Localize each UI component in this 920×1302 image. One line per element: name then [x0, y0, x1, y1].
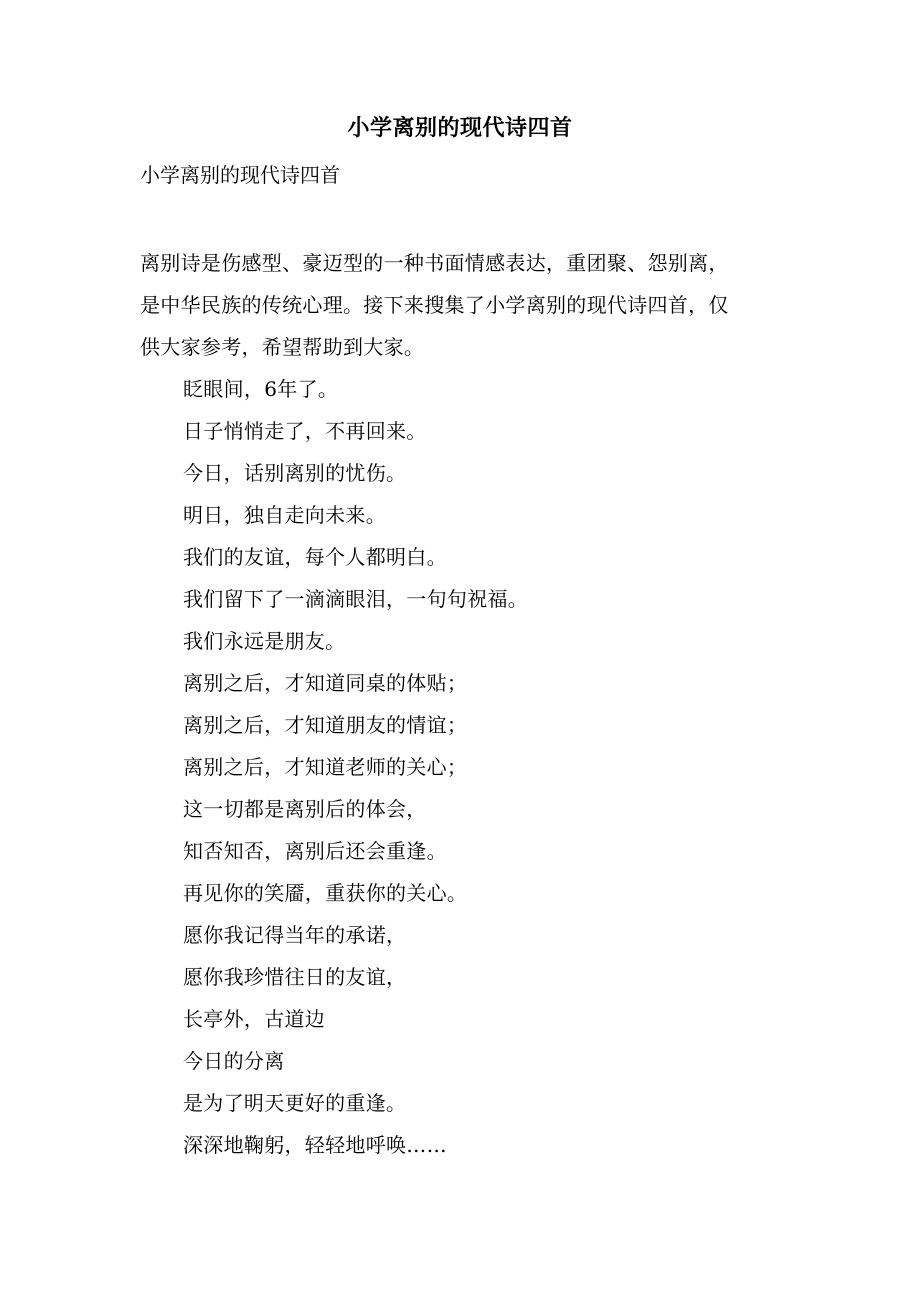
document-subtitle: 小学离别的现代诗四首	[140, 163, 340, 187]
poem-line: 我们的友谊，每个人都明白。	[183, 545, 447, 569]
poem-line: 我们留下了一滴滴眼泪，一句句祝福。	[183, 587, 529, 611]
poem-line: 今日，话别离别的忧伤。	[183, 461, 407, 485]
poem-line: 离别之后，才知道同桌的体贴；	[183, 671, 468, 695]
poem-line: 今日的分离	[183, 1049, 285, 1073]
poem-line: 愿你我珍惜往日的友谊，	[183, 965, 407, 989]
poem-line: 这一切都是离别后的体会，	[183, 797, 427, 821]
poem-line: 日子悄悄走了，不再回来。	[183, 419, 427, 443]
poem-line: 知否知否，离别后还会重逢。	[183, 839, 447, 863]
intro-line: 是中华民族的传统心理。接下来搜集了小学离别的现代诗四首，仅	[140, 293, 729, 317]
poem-line: 眨眼间，6年了。	[183, 377, 339, 401]
poem-line: 明日，独自走向未来。	[183, 503, 386, 527]
intro-line: 离别诗是伤感型、豪迈型的一种书面情感表达，重团聚、怨别离，	[140, 251, 729, 275]
poem-body	[183, 368, 823, 1166]
intro-line: 供大家参考，希望帮助到大家。	[140, 335, 425, 359]
poem-line: 我们永远是朋友。	[183, 629, 346, 653]
poem-line: 离别之后，才知道朋友的情谊；	[183, 713, 468, 737]
poem-line: 离别之后，才知道老师的关心；	[183, 755, 468, 779]
poem-line: 是为了明天更好的重逢。	[183, 1091, 407, 1115]
poem-line: 长亭外，古道边	[183, 1007, 326, 1031]
document-title: 小学离别的现代诗四首	[347, 115, 573, 141]
intro-paragraph	[140, 242, 780, 368]
poem-line: 再见你的笑靥，重获你的关心。	[183, 881, 468, 905]
poem-line: 愿你我记得当年的承诺，	[183, 923, 407, 947]
poem-line: 深深地鞠躬，轻轻地呼唤……	[183, 1133, 447, 1157]
